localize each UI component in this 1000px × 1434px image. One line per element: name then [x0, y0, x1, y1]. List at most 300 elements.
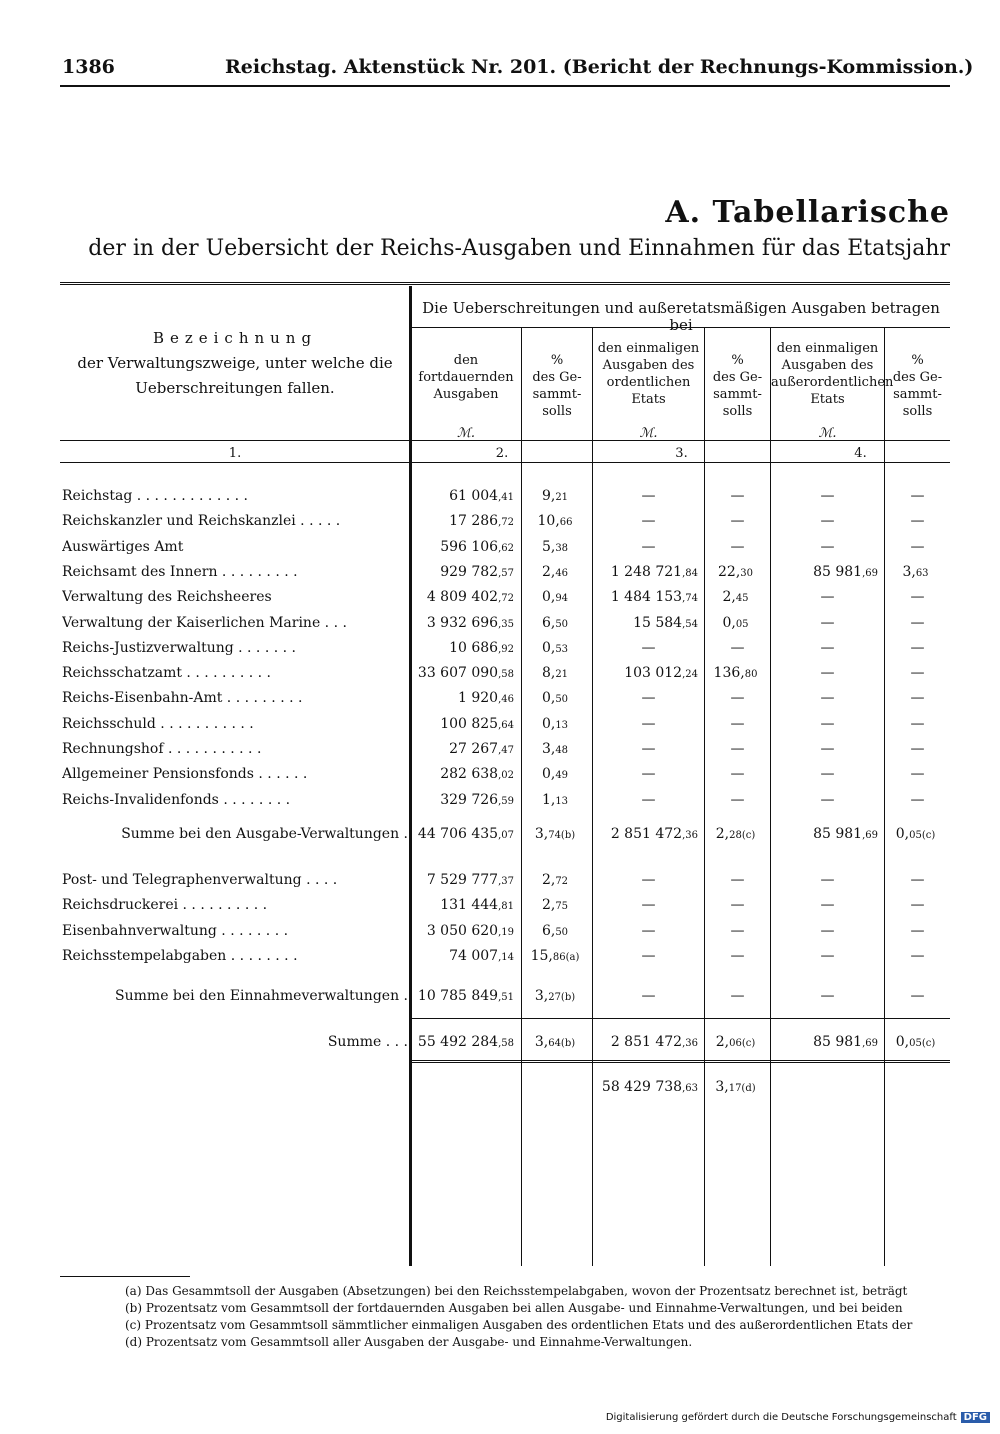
value-fortdauernd-fraction: ,07 [498, 830, 514, 841]
col3-unit: ℳ. [639, 426, 658, 441]
value-fortdauernd-fraction: ,51 [498, 992, 514, 1003]
value-ordentlich-main: 2 851 472 [610, 826, 683, 842]
pct-ordentlich [705, 615, 766, 631]
sum-label: Summe . . . [327, 1034, 408, 1050]
pct-ausserordentlich [885, 826, 946, 842]
grand-total-value-fraction: ,63 [682, 1083, 698, 1094]
value-fortdauernd [412, 741, 514, 757]
pct-fortdauernd-main: 0, [541, 715, 556, 732]
col1-header-line: Ueberschreitungen fallen. [135, 379, 335, 397]
grand-total-pct-fraction: 17(d) [728, 1083, 756, 1094]
value-ordentlich [593, 589, 698, 605]
value-ordentlich [593, 826, 698, 842]
value-ausserordentlich-dash: — [820, 715, 835, 732]
value-fortdauernd-fraction: ,72 [498, 593, 514, 605]
pct-header-line: % [911, 353, 924, 368]
value-fortdauernd [412, 716, 514, 732]
value-ordentlich-dash: — [641, 639, 656, 656]
value-ordentlich [593, 615, 698, 631]
col2-unit: ℳ. [456, 426, 476, 441]
footnote-rule [60, 1276, 190, 1277]
value-fortdauernd-fraction: ,72 [498, 517, 514, 529]
col1-header-line: der Verwaltungszweige, unter welche die [77, 354, 393, 372]
value-fortdauernd-main: 3 050 620 [426, 922, 499, 939]
col1-header [60, 326, 410, 401]
pct-ordentlich-dash: — [730, 690, 745, 707]
pct-ausserordentlich-dash: — [910, 538, 925, 555]
row-label: Verwaltung der Kaiserlichen Marine . . . [62, 614, 347, 631]
pct-ordentlich-main: 2, [715, 826, 730, 842]
footnote-d: (d) Prozentsatz vom Gesammtsoll aller Ausgaben der Ausgabe- und Einnahme-Verwaltungen. [125, 1335, 693, 1349]
pct-fortdauernd-fraction: 94 [555, 593, 569, 605]
pct-ordentlich-dash: — [730, 639, 745, 656]
value-ordentlich-dash: — [641, 947, 656, 964]
credit-text: Digitalisierung gefördert durch die Deutsche Forschungsgemeinschaft [605, 1412, 957, 1423]
value-fortdauernd-main: 1 920 [458, 690, 499, 707]
value-fortdauernd-fraction: ,19 [498, 926, 514, 938]
value-fortdauernd-fraction: ,81 [498, 901, 514, 913]
pct-header-line: % [550, 353, 564, 368]
value-fortdauernd [412, 792, 514, 808]
value-ausserordentlich-dash: — [820, 922, 835, 939]
sum-label: Summe bei den Ausgabe-Verwaltungen . [121, 826, 408, 842]
value-fortdauernd-main: 61 004 [449, 488, 499, 504]
pct-fortdauernd [522, 716, 588, 732]
pct-ordentlich-main: 136, [713, 665, 745, 682]
pct-fortdauernd [522, 539, 588, 555]
section-title: A. Tabellarische [665, 195, 950, 230]
pct-header-line: solls [542, 404, 572, 419]
pct-fortdauernd-main: 8, [541, 665, 556, 682]
pct-ausserordentlich-dash: — [910, 922, 925, 939]
colnum-4: 4. [854, 446, 867, 461]
pct-fortdauernd-fraction: 27(b) [548, 992, 576, 1003]
value-fortdauernd [412, 665, 514, 681]
pct-fortdauernd-main: 3, [534, 1034, 549, 1050]
pct-fortdauernd [522, 513, 588, 529]
col4-unit: ℳ. [818, 426, 837, 441]
pct-ordentlich-fraction: 05 [735, 618, 749, 630]
value-ausserordentlich-dash: — [820, 947, 835, 964]
value-ausserordentlich-dash: — [820, 665, 835, 682]
pct4-header [885, 352, 950, 420]
row-label: Allgemeiner Pensionsfonds . . . . . . [62, 766, 308, 783]
pct-fortdauernd-main: 2, [541, 897, 556, 914]
value-fortdauernd [412, 539, 514, 555]
table-top-rule [60, 282, 950, 285]
col3-header-line: Etats [631, 392, 666, 407]
pct-ordentlich-dash: — [730, 872, 745, 888]
pct-ausserordentlich-dash: — [910, 791, 925, 808]
pct-ausserordentlich-dash: — [910, 513, 925, 530]
pct-fortdauernd [522, 690, 588, 706]
pct2-header [522, 352, 592, 420]
pct-ordentlich-fraction: 06(c) [729, 1038, 756, 1049]
value-fortdauernd-main: 3 932 696 [426, 614, 499, 631]
pct-ausserordentlich-dash: — [910, 614, 925, 631]
col4-header-line: den einmaligen [776, 341, 879, 356]
pct-ordentlich [705, 589, 766, 605]
col4-header-line: Etats [810, 392, 845, 407]
pct-fortdauernd-main: 3, [534, 988, 549, 1004]
pct-ordentlich-dash: — [730, 922, 745, 939]
value-fortdauernd-main: 10 686 [449, 639, 499, 656]
value-ordentlich-dash: — [641, 791, 656, 808]
pct-ordentlich-dash: — [730, 488, 745, 504]
grand-total-pct [705, 1079, 766, 1095]
row-label: Reichsschatzamt . . . . . . . . . . [62, 665, 271, 682]
pct-fortdauernd-fraction: 38 [555, 542, 569, 554]
value-ordentlich-fraction: ,84 [682, 567, 698, 579]
value-ausserordentlich-dash: — [820, 614, 835, 631]
pct-fortdauernd-fraction: 74(b) [548, 830, 576, 841]
value-ordentlich-dash: — [641, 538, 656, 555]
pct-ausserordentlich-dash: — [910, 897, 925, 914]
value-fortdauernd-fraction: ,59 [498, 795, 514, 807]
pct-fortdauernd-main: 0, [541, 766, 556, 783]
value-ausserordentlich-dash: — [820, 897, 835, 914]
pct-header-line: des Ge- [892, 370, 943, 385]
value-fortdauernd [412, 640, 514, 656]
value-fortdauernd-fraction: ,58 [498, 669, 514, 681]
value-fortdauernd [412, 948, 514, 964]
pct-fortdauernd-fraction: 66 [559, 517, 573, 529]
row-label: Reichsamt des Innern . . . . . . . . . [62, 563, 298, 580]
value-ordentlich-dash: — [641, 513, 656, 530]
value-fortdauernd [412, 872, 514, 888]
pct-ausserordentlich-main: 3, [902, 563, 916, 580]
pct-fortdauernd-main: 9, [541, 488, 556, 504]
pct-ordentlich-main: 0, [722, 614, 736, 631]
pct-ordentlich-main: 2, [715, 1034, 730, 1050]
pct-ordentlich-dash: — [730, 897, 745, 914]
pct-fortdauernd-main: 15, [530, 947, 553, 964]
value-ordentlich-fraction: ,74 [682, 593, 698, 605]
value-fortdauernd-fraction: ,14 [498, 951, 514, 963]
header-rule [60, 85, 950, 87]
value-fortdauernd [412, 564, 514, 580]
col4-header [771, 340, 894, 408]
col1-header-line: Bezeichnung [152, 329, 318, 347]
pct-ausserordentlich-dash: — [910, 665, 925, 682]
pct-ausserordentlich-fraction: 05(c) [909, 830, 936, 841]
pct-ordentlich-main: 2, [722, 589, 736, 606]
pct-ausserordentlich-dash: — [910, 639, 925, 656]
col3-header-line: Ausgaben des [602, 358, 695, 373]
value-fortdauernd-main: 282 638 [440, 766, 499, 783]
pct3-header [705, 352, 770, 420]
pct-ausserordentlich-dash: — [910, 872, 925, 888]
value-fortdauernd-main: 27 267 [449, 741, 499, 757]
pct-fortdauernd-fraction: 50 [555, 694, 569, 706]
value-ordentlich-main: 1 248 721 [610, 563, 683, 580]
value-fortdauernd [412, 897, 514, 913]
value-ausserordentlich-main: 85 981 [813, 826, 863, 842]
pct-ordentlich-dash: — [730, 791, 745, 808]
value-fortdauernd [412, 923, 514, 939]
value-fortdauernd-main: 74 007 [449, 947, 499, 964]
value-fortdauernd-main: 17 286 [449, 513, 499, 530]
pct-ausserordentlich-dash: — [910, 690, 925, 707]
section-subtitle: der in der Uebersicht der Reichs-Ausgaben und Einnahmen für das Etatsjahr [88, 236, 950, 261]
pct-fortdauernd [522, 564, 588, 580]
pct-fortdauernd [522, 665, 588, 681]
pct-fortdauernd-main: 0, [541, 639, 556, 656]
value-fortdauernd [412, 615, 514, 631]
value-ordentlich-dash: — [641, 988, 656, 1004]
pct-fortdauernd-fraction: 50 [555, 926, 569, 938]
value-ausserordentlich-fraction: ,69 [862, 830, 878, 841]
value-ordentlich-dash: — [641, 690, 656, 707]
value-ausserordentlich-main: 85 981 [813, 563, 863, 580]
value-fortdauernd [412, 988, 514, 1004]
value-fortdauernd-fraction: ,47 [498, 745, 514, 756]
value-fortdauernd-fraction: ,37 [498, 876, 514, 887]
value-ordentlich-main: 2 851 472 [610, 1034, 683, 1050]
value-ausserordentlich-fraction: ,69 [862, 1038, 878, 1049]
row-label: Eisenbahnverwaltung . . . . . . . . [62, 922, 289, 939]
value-ordentlich-fraction: ,36 [682, 830, 698, 841]
colnum-3: 3. [675, 446, 688, 461]
value-ausserordentlich [771, 826, 878, 842]
pct-ausserordentlich-fraction: 05(c) [909, 1038, 936, 1049]
row-label: Post- und Telegraphenverwaltung . . . . [62, 872, 338, 888]
pct-fortdauernd-main: 6, [541, 614, 556, 631]
grand-total-value [593, 1079, 698, 1095]
page-number: 1386 [62, 56, 115, 78]
pct-header-line: des Ge- [532, 370, 582, 385]
col2-header-line: Ausgaben [433, 387, 499, 402]
pct-ordentlich-fraction: 30 [740, 567, 753, 579]
pct-fortdauernd [522, 923, 588, 939]
pct-ausserordentlich-dash: — [910, 715, 925, 732]
pct-ordentlich [705, 665, 766, 681]
value-ordentlich [593, 665, 698, 681]
pct-fortdauernd-fraction: 49 [555, 770, 569, 782]
pct-fortdauernd [522, 988, 588, 1004]
row-label: Reichskanzler und Reichskanzlei . . . . . [62, 513, 341, 530]
value-ausserordentlich-dash: — [820, 791, 835, 808]
pct-ordentlich-dash: — [730, 947, 745, 964]
value-fortdauernd-fraction: ,46 [498, 694, 514, 706]
pct-ausserordentlich-dash: — [910, 488, 925, 504]
pct-fortdauernd-fraction: 13 [555, 719, 569, 731]
value-ordentlich-dash: — [641, 872, 656, 888]
value-fortdauernd-main: 55 492 284 [417, 1034, 499, 1050]
value-fortdauernd-fraction: ,02 [498, 770, 514, 782]
pct-header-line: sammt- [893, 387, 942, 402]
dfg-logo: DFG [961, 1412, 990, 1423]
value-ausserordentlich-main: 85 981 [813, 1034, 863, 1050]
row-label: Reichsdruckerei . . . . . . . . . . [62, 897, 268, 914]
col2-header-line: den [453, 353, 479, 368]
pct-fortdauernd-fraction: 21 [555, 492, 569, 503]
pct-ordentlich [705, 564, 766, 580]
value-fortdauernd [412, 690, 514, 706]
pct-fortdauernd-main: 1, [541, 791, 556, 808]
pct-fortdauernd-main: 3, [534, 826, 549, 842]
value-ausserordentlich-dash: — [820, 488, 835, 504]
row-label: Reichs-Invalidenfonds . . . . . . . . [62, 791, 291, 808]
pct-ausserordentlich-fraction: 63 [915, 567, 929, 579]
value-ordentlich-dash: — [641, 741, 656, 757]
total-top-rule [411, 1018, 950, 1019]
pct-ausserordentlich-dash: — [910, 766, 925, 783]
row-label: Reichstag . . . . . . . . . . . . . [62, 488, 248, 504]
value-fortdauernd-fraction: ,62 [498, 542, 514, 554]
row-label: Reichsstempelabgaben . . . . . . . . [62, 947, 298, 964]
pct-header-line: sammt- [713, 387, 762, 402]
pct-fortdauernd-fraction: 21 [555, 669, 569, 681]
pct-ordentlich-dash: — [730, 988, 745, 1004]
grand-total-value-main: 58 429 738 [601, 1079, 683, 1095]
pct-fortdauernd-fraction: 64(b) [548, 1038, 576, 1049]
value-ordentlich [593, 564, 698, 580]
value-ordentlich-fraction: ,24 [682, 669, 698, 681]
value-fortdauernd-fraction: ,58 [498, 1038, 514, 1049]
pct-ordentlich-dash: — [730, 538, 745, 555]
pct-fortdauernd [522, 615, 588, 631]
value-fortdauernd [412, 826, 514, 842]
row-label: Reichsschuld . . . . . . . . . . . [62, 715, 254, 732]
value-fortdauernd-main: 4 809 402 [426, 589, 499, 606]
pct-fortdauernd-fraction: 86(a) [552, 951, 580, 963]
pct-fortdauernd-main: 0, [541, 589, 556, 606]
pct-ordentlich [705, 826, 766, 842]
pct-ausserordentlich-dash: — [910, 947, 925, 964]
total-bottom-rule [411, 1060, 950, 1063]
value-fortdauernd-fraction: ,64 [498, 719, 514, 731]
value-ordentlich [593, 1034, 698, 1050]
pct-ausserordentlich-main: 0, [895, 826, 910, 842]
pct-fortdauernd [522, 741, 588, 757]
value-ordentlich-dash: — [641, 488, 656, 504]
pct-fortdauernd [522, 1034, 588, 1050]
value-fortdauernd-main: 10 785 849 [417, 988, 499, 1004]
value-ordentlich-dash: — [641, 766, 656, 783]
value-ordentlich-fraction: ,54 [682, 618, 698, 630]
colnum-bottom-rule [60, 462, 950, 463]
pct-ordentlich-fraction: 80 [744, 669, 758, 681]
pct-ausserordentlich-dash: — [910, 988, 925, 1004]
value-ordentlich-main: 15 584 [633, 614, 683, 631]
value-ausserordentlich [771, 564, 878, 580]
col4-header-line: Ausgaben des [781, 358, 874, 373]
value-ordentlich-main: 1 484 153 [610, 589, 683, 606]
value-fortdauernd-main: 44 706 435 [417, 826, 499, 842]
value-fortdauernd-fraction: ,92 [498, 643, 514, 655]
value-ausserordentlich-dash: — [820, 589, 835, 606]
pct-ausserordentlich [885, 564, 946, 580]
value-fortdauernd-main: 7 529 777 [426, 872, 499, 888]
value-ordentlich-dash: — [641, 922, 656, 939]
pct-ordentlich-main: 22, [718, 563, 741, 580]
value-fortdauernd-fraction: ,35 [498, 618, 514, 630]
col3-header [593, 340, 704, 408]
value-fortdauernd-main: 929 782 [440, 563, 499, 580]
row-label: Verwaltung des Reichsheeres [62, 589, 272, 606]
value-fortdauernd [412, 513, 514, 529]
value-ausserordentlich-dash: — [820, 741, 835, 757]
value-ausserordentlich-dash: — [820, 639, 835, 656]
pct-fortdauernd [522, 792, 588, 808]
pct-header-line: sammt- [532, 387, 582, 402]
value-ausserordentlich-dash: — [820, 538, 835, 555]
pct-ausserordentlich-dash: — [910, 589, 925, 606]
pct-fortdauernd [522, 872, 588, 888]
footnote-a: (a) Das Gesammtsoll der Ausgaben (Absetzungen) bei den Reichsstempelabgaben, wovon der Prozentsatz berechnet ist, beträgt [125, 1284, 908, 1298]
pct-fortdauernd-main: 2, [541, 563, 556, 580]
value-fortdauernd [412, 589, 514, 605]
pct-fortdauernd [522, 640, 588, 656]
pct-fortdauernd-main: 2, [541, 872, 556, 888]
value-fortdauernd [412, 766, 514, 782]
value-ausserordentlich-dash: — [820, 766, 835, 783]
row-label: Auswärtiges Amt [62, 538, 184, 555]
value-fortdauernd [412, 488, 514, 504]
pct-fortdauernd [522, 897, 588, 913]
col3-header-line: den einmaligen [597, 341, 700, 356]
value-fortdauernd-main: 329 726 [440, 791, 499, 808]
pct-ausserordentlich-main: 0, [895, 1034, 910, 1050]
pct-fortdauernd [522, 948, 588, 964]
pct-fortdauernd-main: 10, [537, 513, 560, 530]
group-header: Die Ueberschreitungen und außeretatsmäßigen Ausgaben betragen bei [422, 299, 940, 334]
pct-fortdauernd-fraction: 53 [555, 643, 569, 655]
pct-fortdauernd [522, 826, 588, 842]
colnum-1: 1. [228, 446, 242, 461]
pct-ausserordentlich [885, 1034, 946, 1050]
pct-fortdauernd [522, 488, 588, 504]
value-fortdauernd-fraction: ,57 [498, 567, 514, 579]
pct-header-line: % [731, 353, 744, 368]
pct-fortdauernd-main: 0, [541, 690, 556, 707]
col4-header-line: außerordentlichen [771, 375, 894, 390]
row-label: Rechnungshof . . . . . . . . . . . [62, 741, 262, 757]
pct-fortdauernd-fraction: 50 [555, 618, 569, 630]
pct-fortdauernd-fraction: 46 [555, 567, 569, 579]
pct-ordentlich-dash: — [730, 715, 745, 732]
pct-fortdauernd-fraction: 13 [555, 795, 569, 807]
grand-total-pct-main: 3, [715, 1079, 729, 1095]
pct-ordentlich [705, 1034, 766, 1050]
col3-header-line: ordentlichen [606, 375, 691, 390]
pct-ordentlich-fraction: 28(c) [729, 830, 756, 841]
pct-fortdauernd-main: 3, [541, 741, 556, 757]
value-fortdauernd [412, 1034, 514, 1050]
value-fortdauernd-main: 596 106 [440, 538, 499, 555]
pct-ausserordentlich-dash: — [910, 741, 925, 757]
pct-header-line: des Ge- [712, 370, 763, 385]
value-ordentlich-dash: — [641, 897, 656, 914]
running-title: Reichstag. Aktenstück Nr. 201. (Bericht der Rechnungs-Kommission.) [225, 56, 974, 78]
pct-fortdauernd-main: 5, [541, 538, 556, 555]
pct-ordentlich-dash: — [730, 513, 745, 530]
value-ordentlich-dash: — [641, 715, 656, 732]
pct-fortdauernd-fraction: 48 [555, 745, 569, 756]
sum-label: Summe bei den Einnahmeverwaltungen . [115, 988, 408, 1004]
pct-fortdauernd [522, 589, 588, 605]
value-ausserordentlich-dash: — [820, 872, 835, 888]
value-fortdauernd-main: 131 444 [440, 897, 499, 914]
value-ausserordentlich-dash: — [820, 690, 835, 707]
row-label: Reichs-Justizverwaltung . . . . . . . [62, 639, 296, 656]
digitization-credit [606, 1412, 990, 1423]
footnote-b: (b) Prozentsatz vom Gesammtsoll der fortdauernden Ausgaben bei allen Ausgabe- und Einnahme-Verwaltungen, und bei beiden [125, 1301, 903, 1315]
value-ausserordentlich-dash: — [820, 988, 835, 1004]
pct-ordentlich-dash: — [730, 741, 745, 757]
value-fortdauernd-main: 33 607 090 [417, 665, 499, 682]
